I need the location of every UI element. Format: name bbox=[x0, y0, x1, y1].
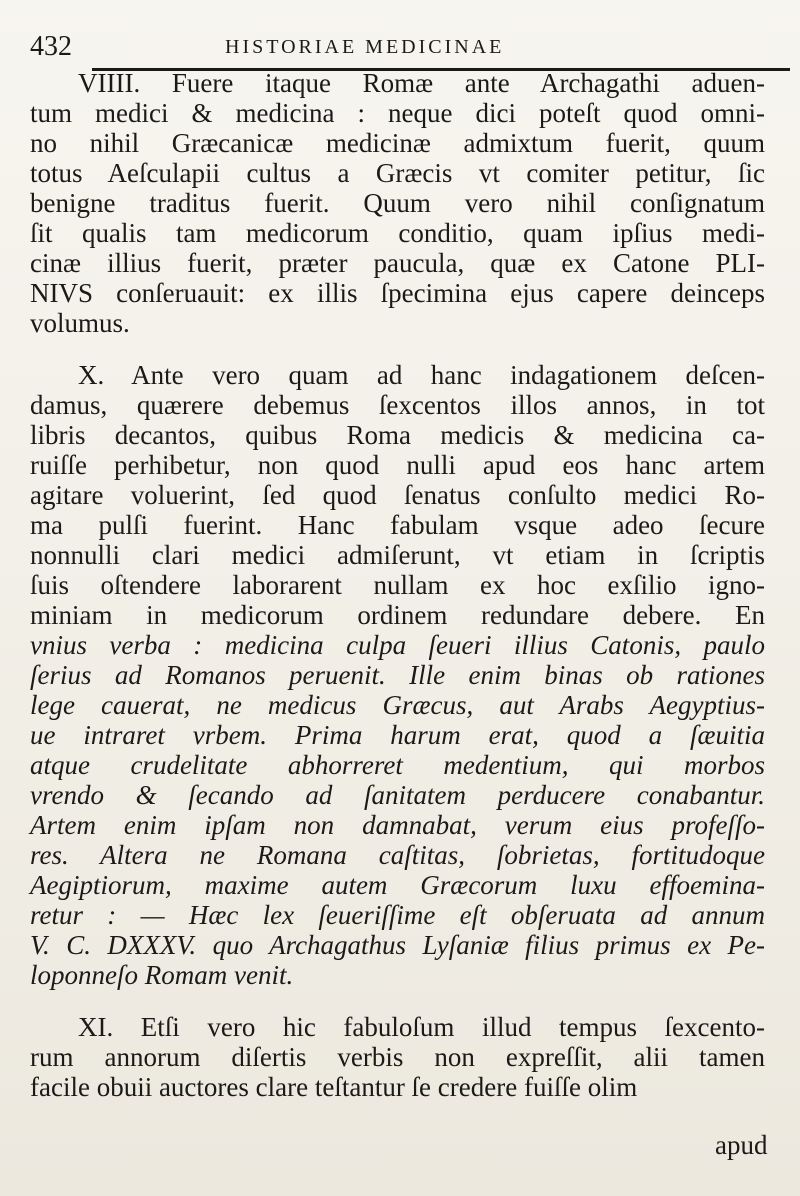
text-line: lege cauerat, ne medicus Græcus, aut Arabs Aegyptius- bbox=[30, 690, 765, 720]
text-line: res. Altera ne Romana caſtitas, ſobrietas, fortitudoque bbox=[30, 840, 765, 870]
text-line: ruiſſe perhibetur, non quod nulli apud eos hanc artem bbox=[30, 450, 765, 480]
text-line: ue intraret vrbem. Prima harum erat, quod a ſæuitia bbox=[30, 720, 765, 750]
text-line: ſuis oſtendere laborarent nullam ex hoc exſilio igno- bbox=[30, 570, 765, 600]
text-line: nonnulli clari medici admiſerunt, vt etiam in ſcriptis bbox=[30, 540, 765, 570]
text-line: X. Ante vero quam ad hanc indagationem deſcen- bbox=[78, 360, 765, 390]
text-line: cinæ illius fuerit, præter paucula, quæ ex Catone PLI- bbox=[30, 248, 765, 278]
text-line: retur : — Hæc lex ſeueriſſime eſt obſeruata ad annum bbox=[30, 900, 765, 930]
running-head bbox=[30, 30, 750, 64]
text-line: VIIII. Fuere itaque Romæ ante Archagathi aduen- bbox=[78, 68, 765, 98]
text-line: benigne traditus fuerit. Quum vero nihil conſignatum bbox=[30, 188, 765, 218]
text-line: NIVS conſeruauit: ex illis ſpecimina ejus capere deinceps bbox=[30, 278, 765, 308]
text-line: agitare voluerint, ſed quod ſenatus conſulto medici Ro- bbox=[30, 480, 765, 510]
text-line: ma pulſi fuerint. Hanc fabulam vsque adeo ſecure bbox=[30, 510, 765, 540]
text-line: Aegiptiorum, maxime autem Græcorum luxu effoemina- bbox=[30, 870, 765, 900]
text-line: vrendo & ſecando ad ſanitatem perducere conabantur. bbox=[30, 780, 765, 810]
page-number: 432 bbox=[30, 31, 72, 62]
text-line: atque crudelitate abhorreret medentium, qui morbos bbox=[30, 750, 765, 780]
text-line: totus Aeſculapii cultus a Græcis vt comiter petitur, ſic bbox=[30, 158, 765, 188]
text-line: ſerius ad Romanos peruenit. Ille enim binas ob rationes bbox=[30, 660, 765, 690]
text-line: damus, quærere debemus ſexcentos illos annos, in tot bbox=[30, 390, 765, 420]
text-line: loponneſo Romam venit. bbox=[30, 960, 294, 990]
body-text bbox=[30, 68, 765, 1124]
page-title: HISTORIAE MEDICINAE bbox=[225, 36, 505, 58]
text-line: Artem enim ipſam non damnabat, verum eius profeſſo- bbox=[30, 810, 765, 840]
text-line: miniam in medicorum ordinem redundare debere. En bbox=[30, 600, 765, 630]
paragraph bbox=[30, 68, 765, 338]
text-line: XI. Etſi vero hic fabuloſum illud tempus ſexcento- bbox=[78, 1012, 765, 1042]
text-line: facile obuii auctores clare teſtantur ſe credere fuiſſe olim bbox=[30, 1072, 638, 1102]
text-line: V. C. DXXXV. quo Archagathus Lyſaniæ filius primus ex Pe- bbox=[30, 930, 765, 960]
text-line: libris decantos, quibus Roma medicis & medicina ca- bbox=[30, 420, 765, 450]
text-line: ſit qualis tam medicorum conditio, quam ipſius medi- bbox=[30, 218, 765, 248]
catchword: apud bbox=[715, 1130, 768, 1160]
text-line: tum medici & medicina : neque dici poteſt quod omni- bbox=[30, 98, 765, 128]
paragraph bbox=[30, 1012, 765, 1102]
text-line: volumus. bbox=[30, 308, 130, 338]
paragraph bbox=[30, 360, 765, 990]
text-line: vnius verba : medicina culpa ſeueri illius Catonis, paulo bbox=[30, 630, 765, 660]
text-line: rum annorum diſertis verbis non expreſſit, alii tamen bbox=[30, 1042, 765, 1072]
text-line: no nihil Græcanicæ medicinæ admixtum fuerit, quum bbox=[30, 128, 765, 158]
